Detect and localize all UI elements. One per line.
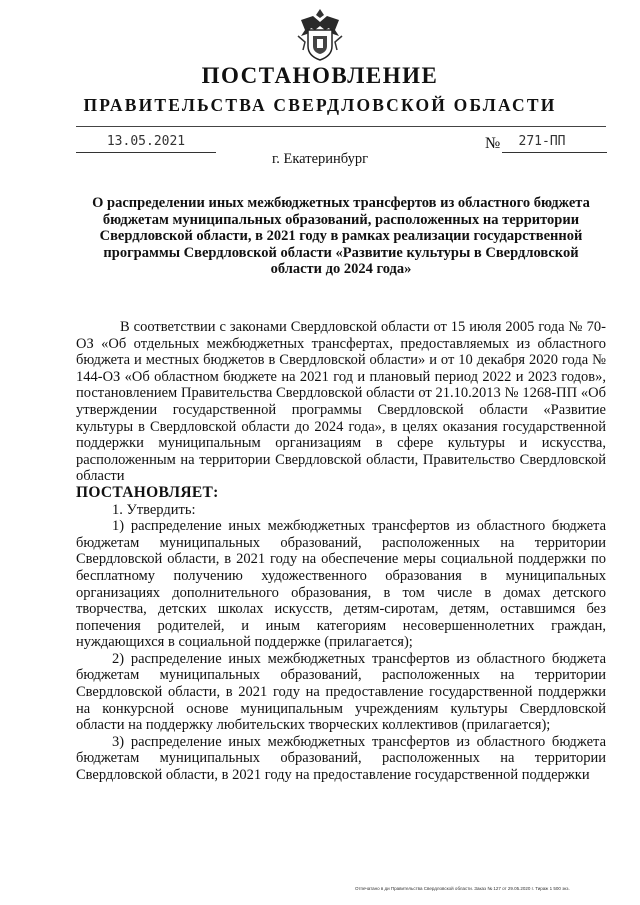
document-number: 271-ПП	[518, 134, 566, 149]
subitem-3: 3) распределение иных межбюджетных трансфертов из областного бюджета бюджетам муниципальных образований, расположенных на территории Свердловской области, в 2021 году на предоставление государственной поддержки	[76, 733, 606, 784]
document-date: 13.05.2021	[106, 134, 186, 149]
document-title: О распределении иных межбюджетных трансфертов из областного бюджета бюджетам муниципальных образований, расположенных на территории Свердловской области, в 2021 году в рамках реализации государственной программы Свердловской области «Развитие культуры в Свердловской области до 2024 года»	[92, 195, 590, 277]
city-name: г. Екатеринбург	[271, 151, 369, 167]
document-body	[76, 319, 606, 784]
preamble-paragraph: В соответствии с законами Свердловской области от 15 июля 2005 года № 70-ОЗ «Об отдельных межбюджетных трансфертах, предоставляемых из областного бюджета и местных бюджетов в Свердловской области» и от 10 декабря 2020 года № 144-ОЗ «Об областном бюджете на 2021 год и плановый период 2022 и 2023 годов», постановлением Правительства Свердловской области от 21.10.2013 № 1268-ПП «Об утверждении государственной программы Свердловской области «Развитие культуры в Свердловской области до 2024 года», в целях оказания государственной поддержки муниципальным организациям в сфере культуры и искусства, расположенным на территории Свердловской области, Правительство Свердловской области	[76, 319, 606, 485]
resolves-heading: ПОСТАНОВЛЯЕТ:	[76, 483, 219, 501]
header-divider	[76, 126, 606, 127]
coat-of-arms-icon	[295, 6, 345, 62]
number-label: №	[485, 135, 501, 152]
document-type-heading: ПОСТАНОВЛЕНИЕ	[201, 63, 439, 88]
print-footer: Отпечатано в ди Правительства Свердловской области. Заказ № 127 от 29.05.2020 г. Тираж 1 500 экз.	[355, 886, 570, 891]
subitem-1: 1) распределение иных межбюджетных трансфертов из областного бюджета бюджетам муниципальных образований, расположенных на территории Свердловской области, в 2021 году на обеспечение меры социальной поддержки по бесплатному получению художественного образования в муниципальных организациях дополнительного образования, в том числе в домах детского творчества, детских школах искусств, детям-сиротам, детям, оставшимся без попечения родителей, и иным категориям несовершеннолетних граждан, нуждающихся в социальной поддержке (прилагается);	[76, 518, 606, 651]
item-1: 1. Утвердить:	[112, 501, 196, 518]
issuer-heading: ПРАВИТЕЛЬСТВА СВЕРДЛОВСКОЙ ОБЛАСТИ	[83, 95, 557, 115]
subitem-2: 2) распределение иных межбюджетных трансфертов из областного бюджета бюджетам муниципальных образований, расположенных на территории Свердловской области, в 2021 году на предоставление государственной поддержки на конкурсной основе муниципальным учреждениям культуры Свердловской области на поддержку любительских творческих коллективов (прилагается);	[76, 650, 606, 734]
